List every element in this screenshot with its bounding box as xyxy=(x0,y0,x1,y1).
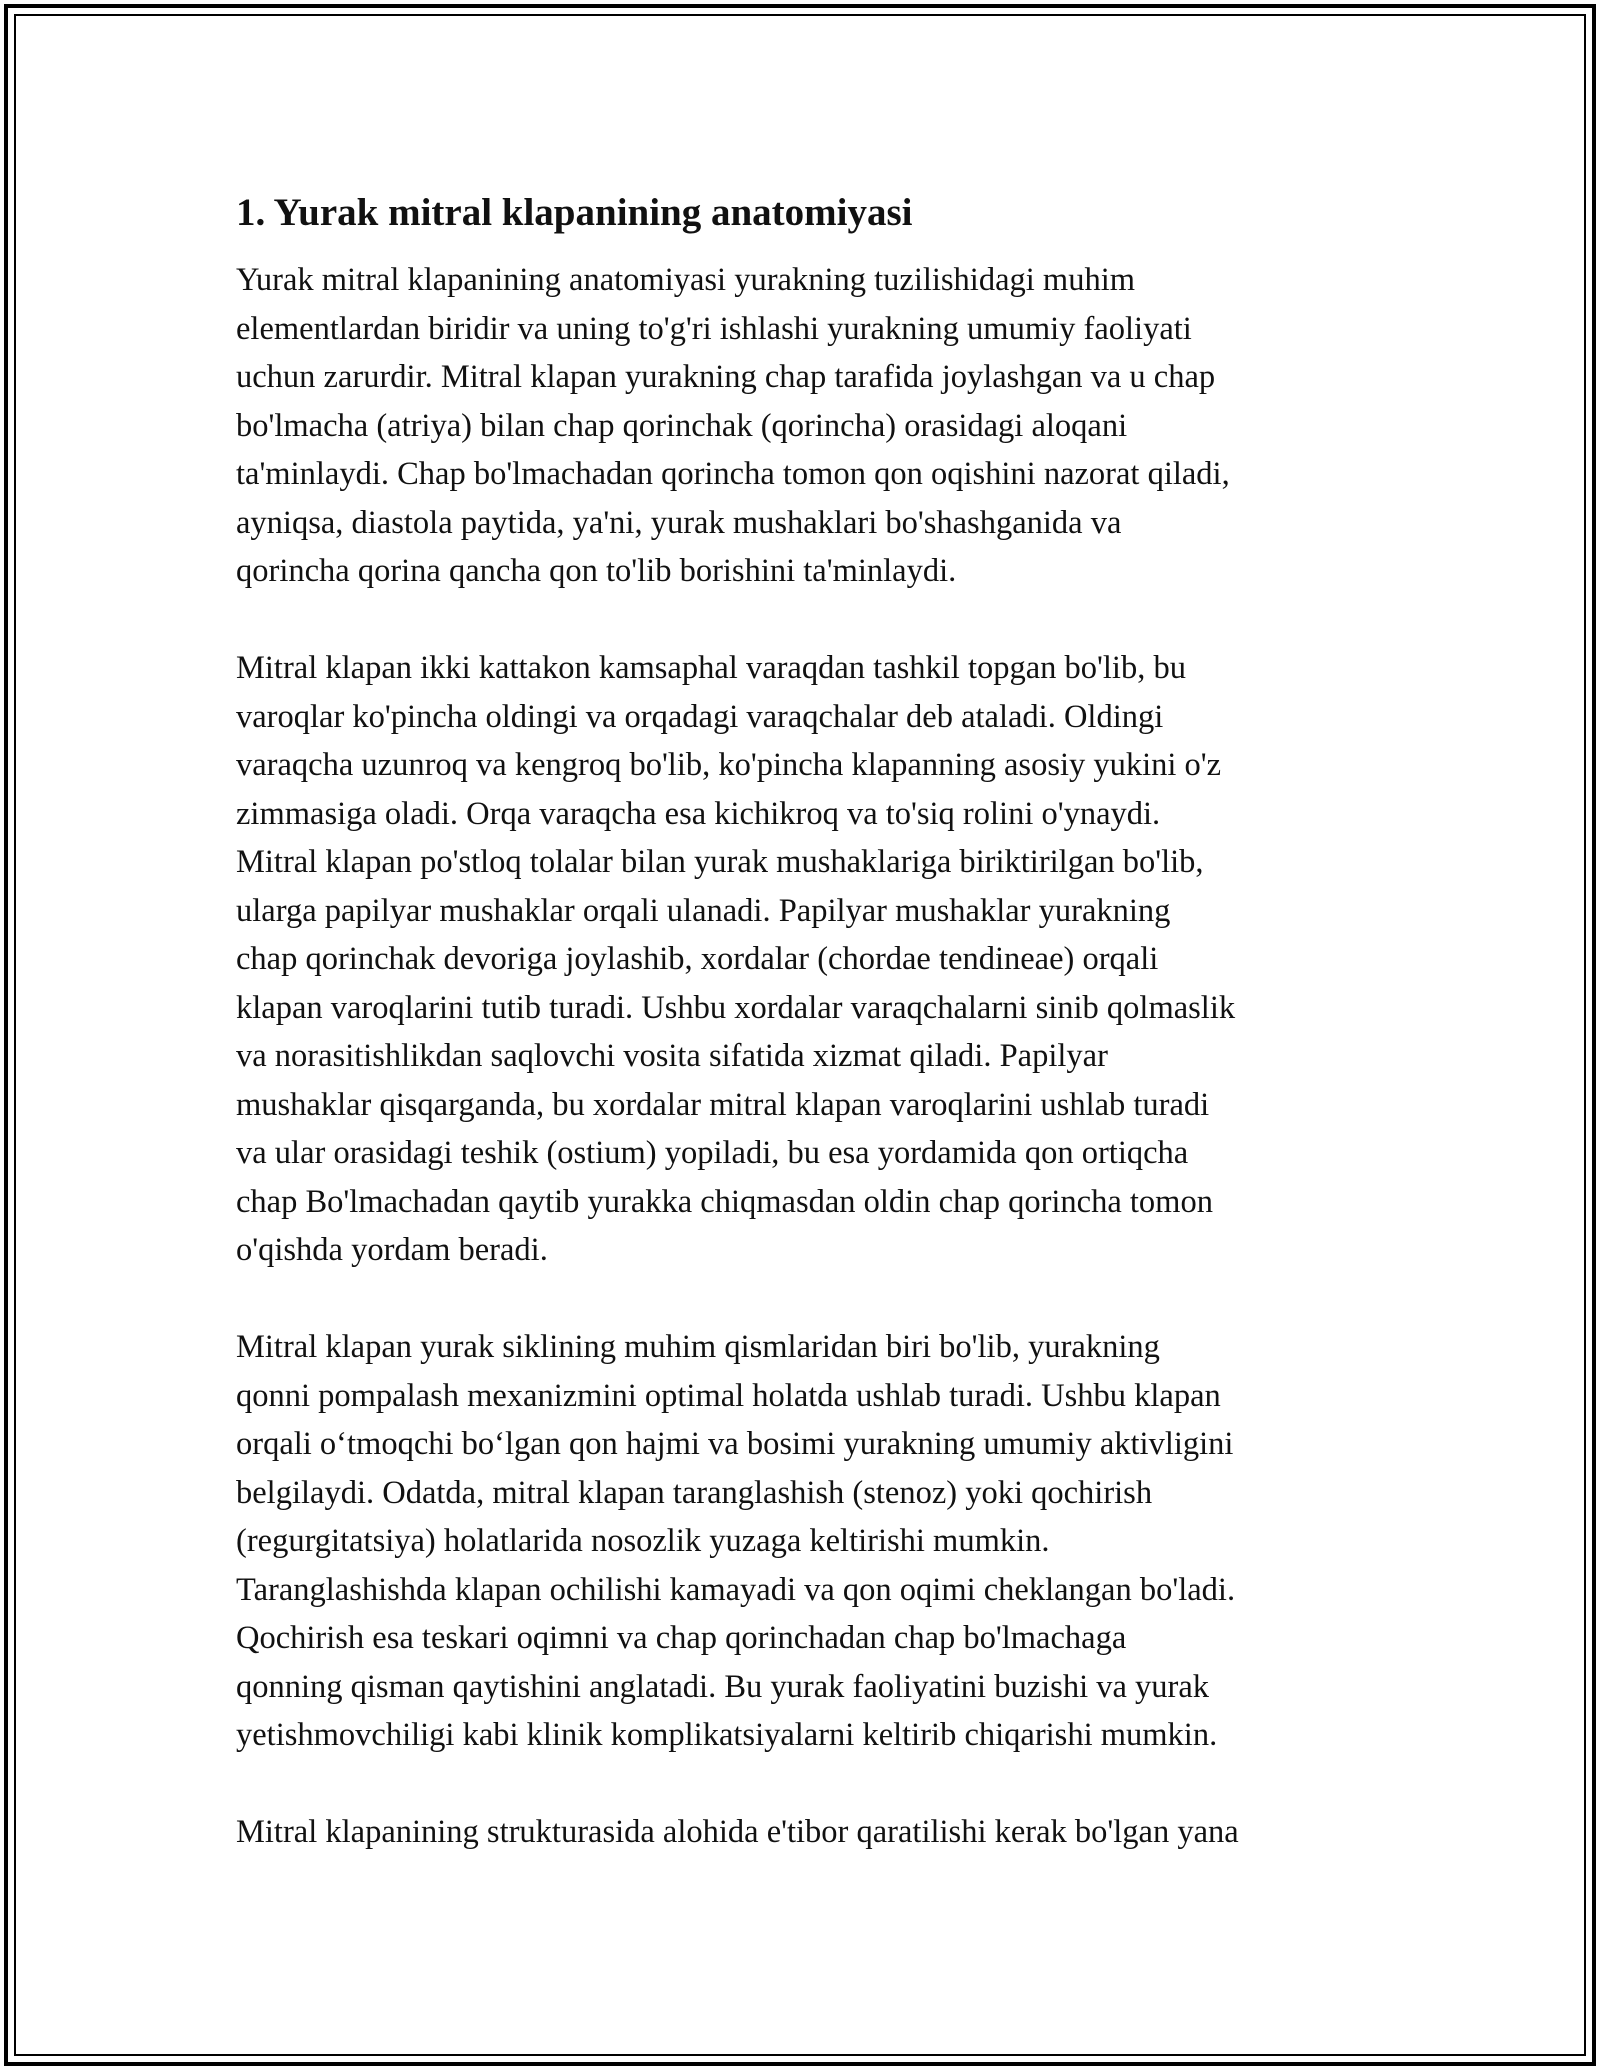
text-line: klapan varoqlarini tutib turadi. Ushbu xordalar varaqchalarni sinib qolmaslik xyxy=(236,989,1236,1026)
text-line: ularga papilyar mushaklar orqali ulanadi. Papilyar mushaklar yurakning xyxy=(236,892,1171,929)
text-line: qorincha qorina qancha qon to'lib borishini ta'minlaydi. xyxy=(236,553,957,589)
paragraph xyxy=(236,1808,1376,1857)
paragraph-container xyxy=(236,256,1376,1857)
text-line: zimmasiga oladi. Orqa varaqcha esa kichikroq va to'siq rolini o'ynaydi. xyxy=(236,795,1161,832)
text-line: ayniqsa, diastola paytida, ya'ni, yurak mushaklari bo'shashganida va xyxy=(236,504,1122,541)
paragraph xyxy=(236,644,1376,1275)
text-line: belgilaydi. Odatda, mitral klapan taranglashish (stenoz) yoki qochirish xyxy=(236,1474,1153,1511)
document-body xyxy=(236,188,1376,1905)
text-line: Mitral klapan po'stloq tolalar bilan yurak mushaklariga biriktirilgan bo'lib, xyxy=(236,844,1204,880)
text-line: (regurgitatsiya) holatlarida nosozlik yuzaga keltirishi mumkin. xyxy=(236,1523,1050,1559)
text-line: qonning qisman qaytishini anglatadi. Bu yurak faoliyatini buzishi va yurak xyxy=(236,1668,1210,1705)
text-line: chap qorinchak devoriga joylashib, xordalar (chordae tendineae) orqali xyxy=(236,941,1159,977)
text-line: Mitral klapan ikki kattakon kamsaphal varaqdan tashkil topgan bo'lib, bu xyxy=(236,650,1186,686)
text-line: va ular orasidagi teshik (ostium) yopiladi, bu esa yordamida qon ortiqcha xyxy=(236,1135,1189,1171)
text-line: Qochirish esa teskari oqimni va chap qorinchadan chap bo'lmachaga xyxy=(236,1620,1127,1656)
paragraph xyxy=(236,1323,1376,1760)
text-line: varoqlar ko'pincha oldingi va orqadagi varaqchalar deb ataladi. Oldingi xyxy=(236,698,1164,735)
text-line: o'qishda yordam beradi. xyxy=(236,1232,548,1268)
text-line: yetishmovchiligi kabi klinik komplikatsiyalarni keltirib chiqarishi mumkin. xyxy=(236,1717,1218,1753)
text-line: elementlardan biridir va uning to'g'ri ishlashi yurakning umumiy faoliyati xyxy=(236,310,1192,347)
paragraph xyxy=(236,256,1376,596)
text-line: varaqcha uzunroq va kengroq bo'lib, ko'pincha klapanning asosiy yukini o'z xyxy=(236,747,1222,783)
text-line: va norasitishlikdan saqlovchi vosita sifatida xizmat qiladi. Papilyar xyxy=(236,1038,1108,1074)
text-line: orqali o‘tmoqchi bo‘lgan qon hajmi va bosimi yurakning umumiy aktivligini xyxy=(236,1426,1234,1462)
text-line: Yurak mitral klapanining anatomiyasi yurakning tuzilishidagi muhim xyxy=(236,262,1136,298)
text-line: Taranglashishda klapan ochilishi kamayadi va qon oqimi cheklangan bo'ladi. xyxy=(236,1571,1236,1608)
text-line: qonni pompalash mexanizmini optimal holatda ushlab turadi. Ushbu klapan xyxy=(236,1377,1221,1414)
text-line: Mitral klapanining strukturasida alohida e'tibor qaratilishi kerak bo'lgan yana xyxy=(236,1814,1239,1850)
text-line: ta'minlaydi. Chap bo'lmachadan qorincha tomon qon oqishini nazorat qiladi, xyxy=(236,456,1230,492)
text-line: Mitral klapan yurak siklining muhim qismlaridan biri bo'lib, yurakning xyxy=(236,1329,1160,1365)
text-line: mushaklar qisqarganda, bu xordalar mitral klapan varoqlarini ushlab turadi xyxy=(236,1086,1210,1123)
text-line: uchun zarurdir. Mitral klapan yurakning chap tarafida joylashgan va u chap xyxy=(236,359,1216,395)
text-line: bo'lmacha (atriya) bilan chap qorinchak (qorincha) orasidagi aloqani xyxy=(236,407,1128,444)
text-line: chap Bo'lmachadan qaytib yurakka chiqmasdan oldin chap qorincha tomon xyxy=(236,1183,1213,1220)
section-heading: 1. Yurak mitral klapanining anatomiyasi xyxy=(236,191,913,234)
